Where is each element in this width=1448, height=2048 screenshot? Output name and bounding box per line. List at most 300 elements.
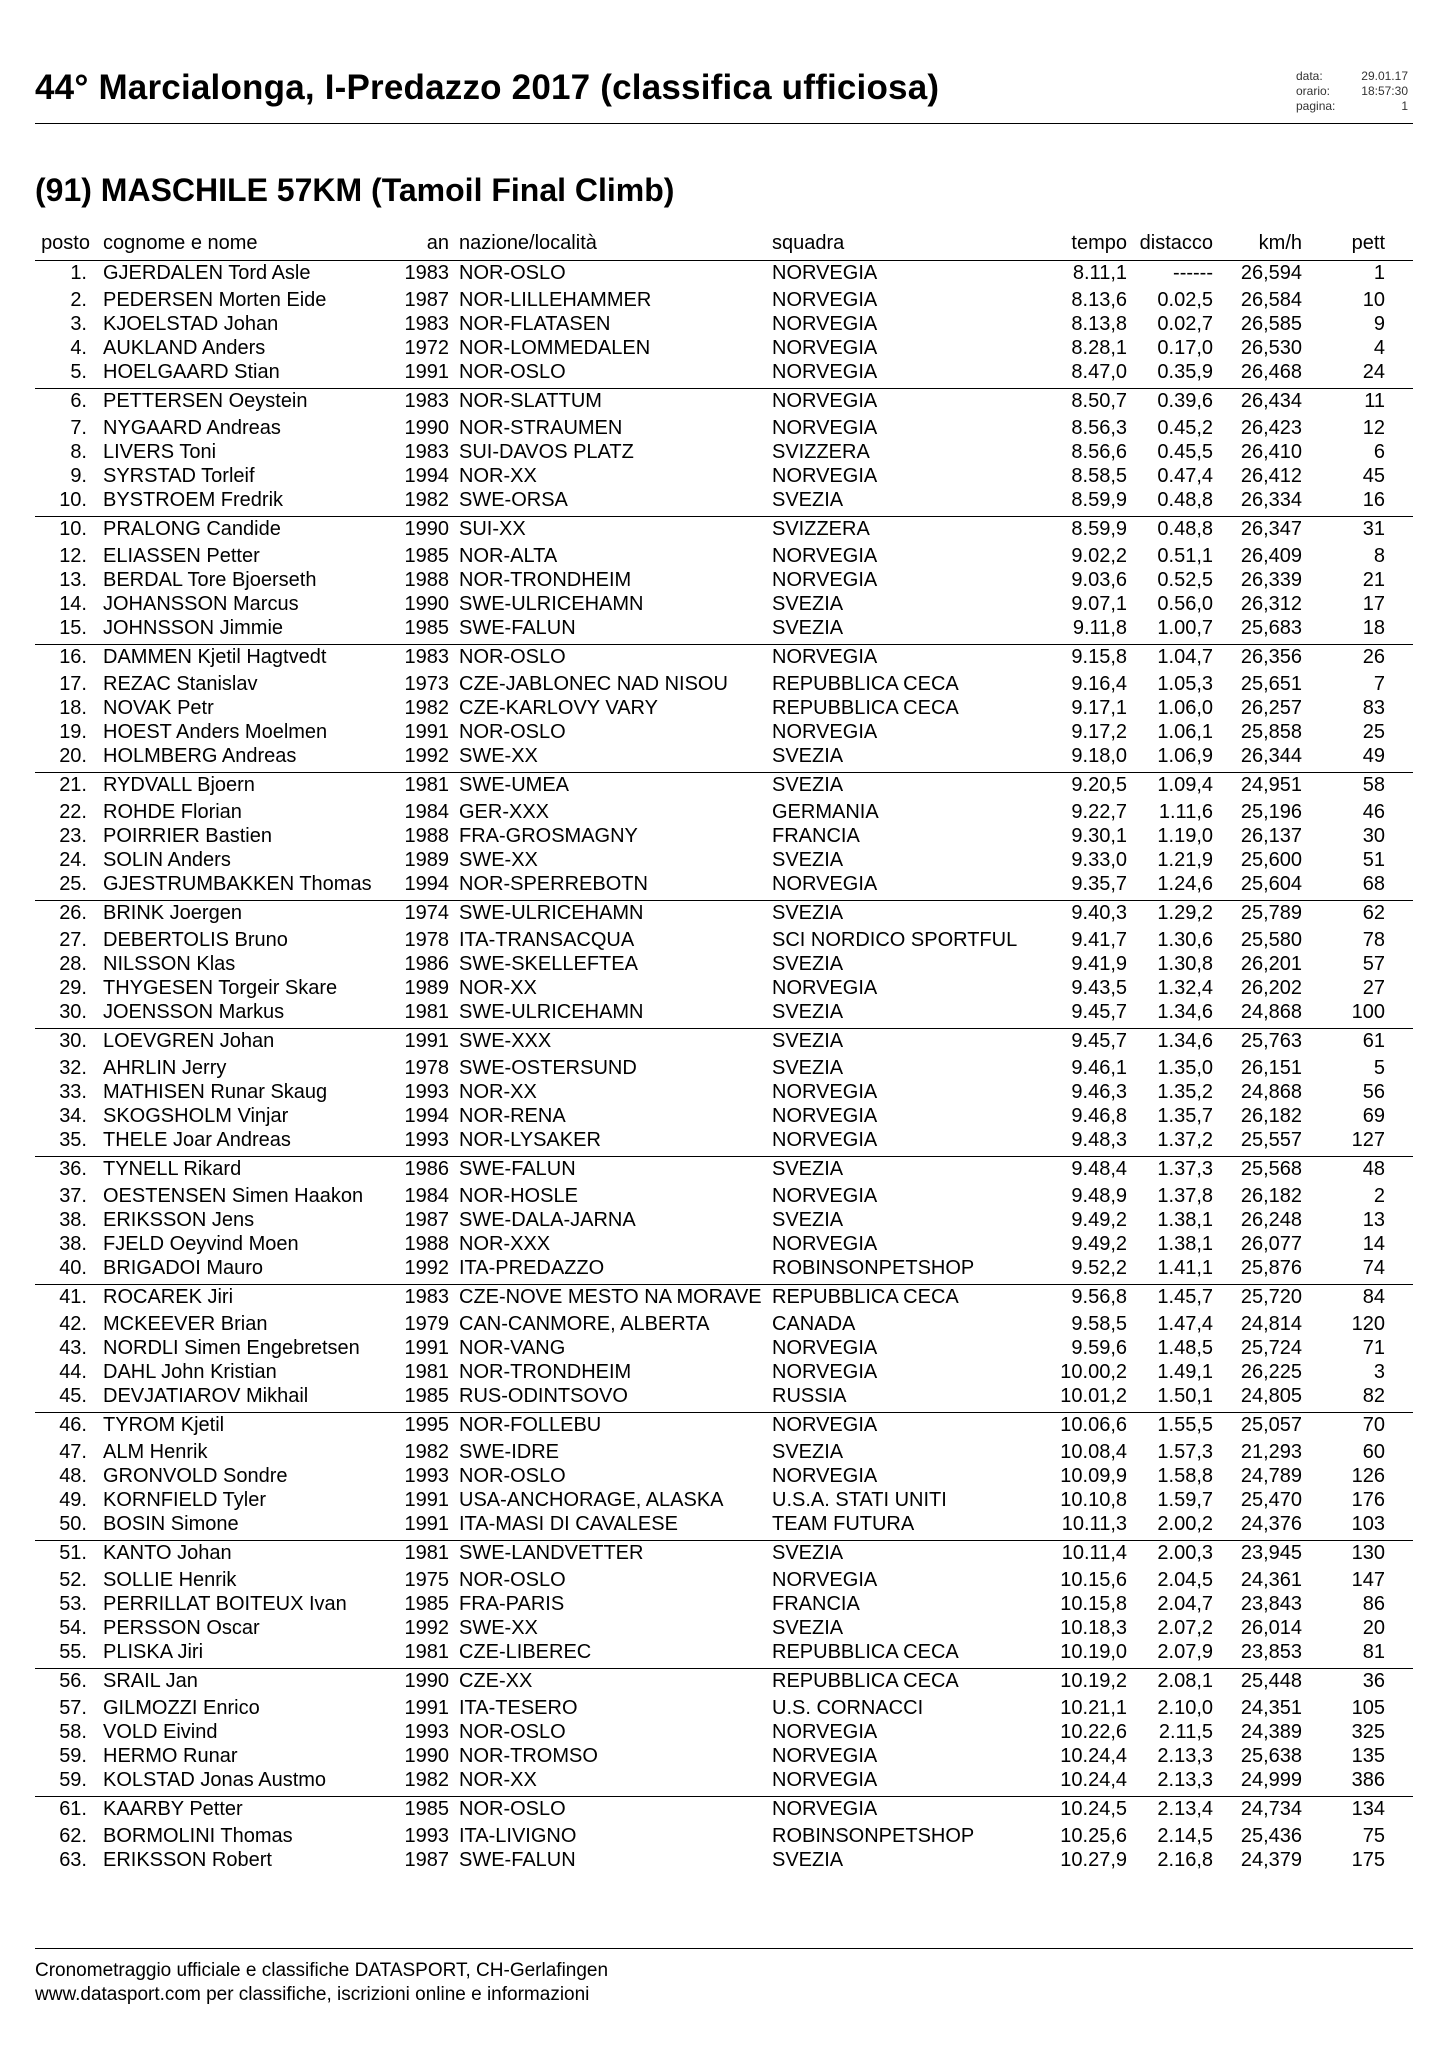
meta-page	[1296, 99, 1408, 114]
table-row	[35, 516, 1413, 544]
cell-anno: 1989	[404, 849, 449, 871]
cell-posto: 24.	[59, 849, 87, 871]
cell-pettorale: 75	[1362, 1825, 1385, 1847]
meta-value: 29.01.17	[1361, 69, 1408, 83]
table-row	[35, 928, 1413, 952]
cell-distacco: 0.35,9	[1157, 361, 1213, 383]
cell-anno: 1991	[404, 1337, 449, 1359]
cell-nazione: SWE-FALUN	[459, 1849, 576, 1871]
cell-anno: 1981	[404, 1001, 449, 1023]
cell-nazione: ITA-TESERO	[459, 1697, 578, 1719]
cell-squadra: NORVEGIA	[772, 1185, 878, 1207]
cell-pettorale: 11	[1364, 390, 1385, 412]
cell-distacco: 2.13,3	[1157, 1745, 1213, 1767]
cell-kmh: 26,202	[1240, 977, 1302, 999]
cell-anno: 1994	[404, 873, 449, 895]
cell-squadra: REPUBBLICA CECA	[772, 1641, 959, 1663]
meta-time	[1296, 84, 1408, 99]
cell-posto: 8.	[70, 441, 87, 463]
cell-tempo: 10.24,4	[1060, 1769, 1127, 1791]
cell-pettorale: 175	[1351, 1849, 1385, 1871]
cell-tempo: 8.13,6	[1071, 289, 1127, 311]
cell-kmh: 26,356	[1240, 646, 1302, 668]
cell-kmh: 24,389	[1240, 1721, 1302, 1743]
cell-pettorale: 17	[1362, 593, 1385, 615]
cell-posto: 34.	[59, 1105, 87, 1127]
cell-kmh: 26,423	[1240, 417, 1302, 439]
cell-posto: 33.	[59, 1081, 87, 1103]
table-row	[35, 976, 1413, 1000]
cell-nazione: NOR-SLATTUM	[459, 390, 602, 412]
cell-posto: 2.	[70, 289, 87, 311]
cell-posto: 35.	[59, 1129, 87, 1151]
cell-kmh: 24,379	[1240, 1849, 1302, 1871]
cell-nome: RYDVALL Bjoern	[103, 774, 255, 796]
cell-anno: 1988	[404, 825, 449, 847]
table-row	[35, 1208, 1413, 1232]
cell-nazione: GER-XXX	[459, 801, 550, 823]
cell-kmh: 26,257	[1240, 697, 1302, 719]
cell-distacco: 2.07,2	[1157, 1617, 1213, 1639]
cell-pettorale: 127	[1351, 1129, 1385, 1151]
cell-tempo: 10.11,3	[1061, 1513, 1127, 1535]
cell-kmh: 23,945	[1240, 1542, 1302, 1564]
table-row	[35, 800, 1413, 824]
cell-anno: 1985	[404, 545, 449, 567]
cell-nazione: NOR-RENA	[459, 1105, 566, 1127]
cell-squadra: SVEZIA	[772, 1158, 844, 1180]
cell-nome: HERMO Runar	[103, 1745, 238, 1767]
cell-distacco: 2.08,1	[1157, 1670, 1213, 1692]
cell-pettorale: 120	[1351, 1313, 1385, 1335]
cell-squadra: SVEZIA	[772, 617, 844, 639]
cell-kmh: 24,789	[1240, 1465, 1302, 1487]
table-row	[35, 260, 1413, 288]
cell-tempo: 9.45,7	[1071, 1030, 1127, 1052]
cell-kmh: 24,999	[1240, 1769, 1302, 1791]
cell-nome: ROHDE Florian	[103, 801, 242, 823]
cell-kmh: 26,412	[1240, 465, 1302, 487]
cell-squadra: TEAM FUTURA	[772, 1513, 915, 1535]
cell-posto: 45.	[59, 1385, 87, 1407]
cell-nazione: SUI-DAVOS PLATZ	[459, 441, 634, 463]
cell-tempo: 9.48,9	[1071, 1185, 1127, 1207]
cell-nazione: NOR-OSLO	[459, 646, 566, 668]
cell-nome: HOELGAARD Stian	[103, 361, 280, 383]
cell-kmh: 26,014	[1240, 1617, 1302, 1639]
cell-pettorale: 84	[1362, 1286, 1385, 1308]
cell-posto: 38.	[59, 1233, 87, 1255]
cell-posto: 13.	[59, 569, 87, 591]
cell-nazione: SWE-XX	[459, 1617, 538, 1639]
cell-distacco: 1.35,0	[1157, 1057, 1213, 1079]
table-row	[35, 1616, 1413, 1640]
cell-distacco: 1.06,1	[1157, 721, 1213, 743]
cell-pettorale: 68	[1362, 873, 1385, 895]
cell-nome: ELIASSEN Petter	[103, 545, 260, 567]
cell-kmh: 26,410	[1240, 441, 1302, 463]
cell-squadra: NORVEGIA	[772, 417, 878, 439]
cell-pettorale: 58	[1362, 774, 1385, 796]
cell-anno: 1972	[404, 337, 449, 359]
meta-label: orario:	[1296, 84, 1331, 98]
table-row	[35, 1056, 1413, 1080]
cell-anno: 1992	[404, 1257, 449, 1279]
cell-anno: 1988	[404, 1233, 449, 1255]
cell-distacco: 0.48,8	[1157, 489, 1213, 511]
cell-squadra: SCI NORDICO SPORTFUL	[772, 929, 1018, 951]
cell-pettorale: 71	[1362, 1337, 1385, 1359]
cell-kmh: 24,951	[1240, 774, 1302, 796]
cell-squadra: NORVEGIA	[772, 289, 878, 311]
cell-tempo: 9.48,4	[1071, 1158, 1127, 1180]
cell-posto: 27.	[59, 929, 87, 951]
cell-posto: 54.	[59, 1617, 87, 1639]
table-row	[35, 1028, 1413, 1056]
cell-nazione: NOR-OSLO	[459, 361, 566, 383]
cell-anno: 1991	[404, 1030, 449, 1052]
cell-nome: PERSSON Oscar	[103, 1617, 260, 1639]
cell-kmh: 25,724	[1240, 1337, 1302, 1359]
cell-distacco: 1.38,1	[1157, 1233, 1213, 1255]
cell-tempo: 9.59,6	[1071, 1337, 1127, 1359]
cell-nazione: NOR-OSLO	[459, 1465, 566, 1487]
cell-nazione: NOR-OSLO	[459, 1798, 566, 1820]
table-row	[35, 1412, 1413, 1440]
cell-posto: 57.	[59, 1697, 87, 1719]
cell-anno: 1994	[404, 1105, 449, 1127]
cell-distacco: 1.04,7	[1157, 646, 1213, 668]
cell-nazione: USA-ANCHORAGE, ALASKA	[459, 1489, 724, 1511]
cell-posto: 59.	[59, 1745, 87, 1767]
cell-nome: MCKEEVER Brian	[103, 1313, 268, 1335]
cell-distacco: 1.49,1	[1157, 1361, 1213, 1383]
meta-label: pagina:	[1296, 99, 1336, 113]
cell-kmh: 25,638	[1240, 1745, 1302, 1767]
cell-posto: 28.	[59, 953, 87, 975]
cell-anno: 1983	[404, 390, 449, 412]
cell-nazione: NOR-TROMSO	[459, 1745, 598, 1767]
cell-distacco: 0.45,2	[1157, 417, 1213, 439]
cell-kmh: 25,196	[1240, 801, 1302, 823]
header-nazione: nazione/località	[459, 232, 597, 254]
cell-pettorale: 74	[1362, 1257, 1385, 1279]
cell-kmh: 26,584	[1240, 289, 1302, 311]
cell-posto: 10.	[59, 489, 87, 511]
cell-distacco: 0.47,4	[1157, 465, 1213, 487]
cell-nome: JOHNSSON Jimmie	[103, 617, 284, 639]
cell-nome: JOENSSON Markus	[103, 1001, 285, 1023]
footer-website: www.datasport.com per classifiche, iscrizioni online e informazioni	[35, 1984, 590, 2005]
cell-posto: 51.	[59, 1542, 87, 1564]
cell-anno: 1983	[404, 1286, 449, 1308]
cell-nome: BERDAL Tore Bjoerseth	[103, 569, 317, 591]
cell-distacco: 1.35,7	[1157, 1105, 1213, 1127]
cell-squadra: SVEZIA	[772, 1209, 844, 1231]
cell-nome: GRONVOLD Sondre	[103, 1465, 288, 1487]
cell-posto: 32.	[59, 1057, 87, 1079]
cell-posto: 7.	[70, 417, 87, 439]
table-row	[35, 900, 1413, 928]
cell-nome: FJELD Oeyvind Moen	[103, 1233, 299, 1255]
cell-anno: 1990	[404, 417, 449, 439]
cell-tempo: 10.00,2	[1060, 1361, 1127, 1383]
table-row	[35, 848, 1413, 872]
cell-nome: THYGESEN Torgeir Skare	[103, 977, 338, 999]
cell-tempo: 9.22,7	[1071, 801, 1127, 823]
cell-anno: 1978	[404, 1057, 449, 1079]
cell-kmh: 25,789	[1240, 902, 1302, 924]
cell-nome: SRAIL Jan	[103, 1670, 198, 1692]
cell-anno: 1991	[404, 361, 449, 383]
cell-squadra: SVEZIA	[772, 1001, 844, 1023]
cell-anno: 1987	[404, 1849, 449, 1871]
cell-squadra: ROBINSONPETSHOP	[772, 1257, 975, 1279]
cell-nazione: SWE-ORSA	[459, 489, 568, 511]
cell-squadra: NORVEGIA	[772, 1769, 878, 1791]
cell-anno: 1982	[404, 1441, 449, 1463]
cell-nazione: CZE-LIBEREC	[459, 1641, 592, 1663]
cell-anno: 1995	[404, 1414, 449, 1436]
cell-pettorale: 14	[1362, 1233, 1385, 1255]
cell-posto: 47.	[59, 1441, 87, 1463]
table-row	[35, 1512, 1413, 1536]
cell-posto: 53.	[59, 1593, 87, 1615]
cell-pettorale: 83	[1362, 697, 1385, 719]
cell-anno: 1990	[404, 593, 449, 615]
cell-squadra: NORVEGIA	[772, 390, 878, 412]
cell-anno: 1994	[404, 465, 449, 487]
cell-nazione: SWE-UMEA	[459, 774, 569, 796]
table-row	[35, 1464, 1413, 1488]
cell-nome: PEDERSEN Morten Eide	[103, 289, 327, 311]
cell-distacco: 1.55,5	[1157, 1414, 1213, 1436]
header-kmh: km/h	[1258, 232, 1302, 254]
cell-pettorale: 130	[1351, 1542, 1385, 1564]
table-row	[35, 1312, 1413, 1336]
cell-squadra: NORVEGIA	[772, 1569, 878, 1591]
cell-posto: 1.	[70, 262, 87, 284]
cell-squadra: SVIZZERA	[772, 518, 870, 540]
cell-kmh: 23,843	[1240, 1593, 1302, 1615]
cell-squadra: SVIZZERA	[772, 441, 870, 463]
cell-anno: 1982	[404, 697, 449, 719]
cell-posto: 10.	[59, 518, 87, 540]
cell-distacco: 2.07,9	[1157, 1641, 1213, 1663]
cell-pettorale: 12	[1362, 417, 1385, 439]
table-row	[35, 312, 1413, 336]
header-squadra: squadra	[772, 232, 845, 254]
footer-credit: Cronometraggio ufficiale e classifiche DATASPORT, CH-Gerlafingen	[35, 1960, 609, 1981]
cell-pettorale: 30	[1362, 825, 1385, 847]
table-body	[35, 260, 1413, 1872]
cell-posto: 48.	[59, 1465, 87, 1487]
table-row	[35, 644, 1413, 672]
cell-kmh: 24,868	[1240, 1081, 1302, 1103]
cell-distacco: 1.21,9	[1157, 849, 1213, 871]
cell-tempo: 10.19,2	[1060, 1670, 1127, 1692]
cell-pettorale: 126	[1351, 1465, 1385, 1487]
cell-posto: 23.	[59, 825, 87, 847]
cell-nazione: SWE-ULRICEHAMN	[459, 1001, 644, 1023]
cell-squadra: NORVEGIA	[772, 721, 878, 743]
table-row	[35, 1284, 1413, 1312]
cell-anno: 1992	[404, 745, 449, 767]
table-row	[35, 1256, 1413, 1280]
cell-kmh: 26,468	[1240, 361, 1302, 383]
cell-distacco: 1.35,2	[1157, 1081, 1213, 1103]
cell-kmh: 26,530	[1240, 337, 1302, 359]
cell-squadra: NORVEGIA	[772, 1465, 878, 1487]
cell-squadra: SVEZIA	[772, 902, 844, 924]
table-row	[35, 388, 1413, 416]
cell-pettorale: 147	[1351, 1569, 1385, 1591]
cell-tempo: 10.25,6	[1060, 1825, 1127, 1847]
cell-anno: 1981	[404, 1542, 449, 1564]
cell-pettorale: 176	[1351, 1489, 1385, 1511]
cell-tempo: 9.35,7	[1071, 873, 1127, 895]
cell-kmh: 25,600	[1240, 849, 1302, 871]
table-row	[35, 488, 1413, 512]
cell-distacco: 1.37,8	[1157, 1185, 1213, 1207]
cell-tempo: 10.24,4	[1060, 1745, 1127, 1767]
table-row	[35, 336, 1413, 360]
cell-nazione: SWE-FALUN	[459, 1158, 576, 1180]
meta-value: 18:57:30	[1361, 84, 1408, 98]
cell-anno: 1981	[404, 1361, 449, 1383]
header-posto: posto	[41, 232, 90, 254]
cell-anno: 1987	[404, 289, 449, 311]
cell-nazione: SWE-ULRICEHAMN	[459, 902, 644, 924]
cell-tempo: 9.48,3	[1071, 1129, 1127, 1151]
cell-tempo: 10.21,1	[1060, 1697, 1127, 1719]
meta-value: 1	[1401, 99, 1408, 113]
cell-anno: 1979	[404, 1313, 449, 1335]
cell-kmh: 26,334	[1240, 489, 1302, 511]
meta-label: data:	[1296, 69, 1323, 83]
cell-anno: 1993	[404, 1081, 449, 1103]
cell-pettorale: 2	[1373, 1185, 1385, 1207]
table-row	[35, 872, 1413, 896]
cell-tempo: 8.59,9	[1071, 518, 1127, 540]
cell-tempo: 9.41,9	[1071, 953, 1127, 975]
cell-nazione: SUI-XX	[459, 518, 526, 540]
cell-posto: 9.	[70, 465, 87, 487]
cell-kmh: 26,409	[1240, 545, 1302, 567]
cell-posto: 49.	[59, 1489, 87, 1511]
cell-distacco: 2.00,2	[1157, 1513, 1213, 1535]
table-row	[35, 720, 1413, 744]
cell-posto: 52.	[59, 1569, 87, 1591]
cell-kmh: 26,151	[1240, 1057, 1302, 1079]
cell-pettorale: 78	[1362, 929, 1385, 951]
cell-tempo: 10.27,9	[1060, 1849, 1127, 1871]
table-row	[35, 1540, 1413, 1568]
cell-nazione: FRA-GROSMAGNY	[459, 825, 638, 847]
cell-distacco: 1.50,1	[1157, 1385, 1213, 1407]
cell-squadra: NORVEGIA	[772, 1233, 878, 1255]
cell-nazione: NOR-TRONDHEIM	[459, 1361, 632, 1383]
cell-distacco: 1.47,4	[1157, 1313, 1213, 1335]
cell-anno: 1985	[404, 617, 449, 639]
table-row	[35, 1848, 1413, 1872]
cell-squadra: CANADA	[772, 1313, 856, 1335]
cell-squadra: SVEZIA	[772, 593, 844, 615]
cell-kmh: 25,436	[1240, 1825, 1302, 1847]
cell-anno: 1975	[404, 1569, 449, 1591]
cell-tempo: 8.50,7	[1071, 390, 1127, 412]
cell-pettorale: 46	[1362, 801, 1385, 823]
cell-squadra: ROBINSONPETSHOP	[772, 1825, 975, 1847]
cell-nazione: FRA-PARIS	[459, 1593, 565, 1615]
cell-nazione: CZE-NOVE MESTO NA MORAVE	[459, 1286, 762, 1308]
cell-nome: BRIGADOI Mauro	[103, 1257, 264, 1279]
cell-tempo: 9.49,2	[1071, 1209, 1127, 1231]
cell-pettorale: 69	[1362, 1105, 1385, 1127]
table-row	[35, 1360, 1413, 1384]
table-row	[35, 824, 1413, 848]
cell-nazione: NOR-FLATASEN	[459, 313, 611, 335]
cell-distacco: 0.17,0	[1157, 337, 1213, 359]
cell-squadra: NORVEGIA	[772, 569, 878, 591]
section-title: (91) MASCHILE 57KM (Tamoil Final Climb)	[35, 172, 675, 208]
cell-squadra: NORVEGIA	[772, 262, 878, 284]
cell-nazione: SWE-FALUN	[459, 617, 576, 639]
cell-squadra: SVEZIA	[772, 953, 844, 975]
print-meta	[1296, 69, 1408, 114]
cell-nazione: ITA-MASI DI CAVALESE	[459, 1513, 678, 1535]
cell-tempo: 10.15,6	[1060, 1569, 1127, 1591]
cell-squadra: NORVEGIA	[772, 1081, 878, 1103]
cell-distacco: 2.00,3	[1157, 1542, 1213, 1564]
cell-pettorale: 27	[1362, 977, 1385, 999]
cell-squadra: REPUBBLICA CECA	[772, 1286, 959, 1308]
cell-tempo: 8.58,5	[1071, 465, 1127, 487]
cell-nazione: NOR-HOSLE	[459, 1185, 578, 1207]
cell-squadra: NORVEGIA	[772, 1721, 878, 1743]
cell-distacco: 0.51,1	[1157, 545, 1213, 567]
cell-anno: 1985	[404, 1798, 449, 1820]
header-pett: pett	[1351, 232, 1385, 254]
cell-tempo: 10.15,8	[1060, 1593, 1127, 1615]
cell-pettorale: 13	[1362, 1209, 1385, 1231]
cell-tempo: 9.46,1	[1071, 1057, 1127, 1079]
header-an: an	[426, 232, 449, 254]
cell-tempo: 9.40,3	[1071, 902, 1127, 924]
cell-tempo: 9.15,8	[1071, 646, 1127, 668]
cell-nazione: NOR-XX	[459, 1769, 537, 1791]
cell-tempo: 9.46,8	[1071, 1105, 1127, 1127]
cell-pettorale: 81	[1362, 1641, 1385, 1663]
cell-kmh: 26,434	[1240, 390, 1302, 412]
cell-posto: 37.	[59, 1185, 87, 1207]
cell-anno: 1974	[404, 902, 449, 924]
cell-tempo: 10.08,4	[1060, 1441, 1127, 1463]
cell-pettorale: 1	[1373, 262, 1385, 284]
cell-distacco: 1.59,7	[1157, 1489, 1213, 1511]
cell-anno: 1993	[404, 1129, 449, 1151]
cell-tempo: 9.02,2	[1071, 545, 1127, 567]
table-row	[35, 616, 1413, 640]
cell-distacco: 1.37,3	[1157, 1158, 1213, 1180]
cell-nazione: CAN-CANMORE, ALBERTA	[459, 1313, 710, 1335]
cell-posto: 26.	[59, 902, 87, 924]
cell-posto: 58.	[59, 1721, 87, 1743]
cell-squadra: SVEZIA	[772, 774, 844, 796]
cell-distacco: 2.04,7	[1157, 1593, 1213, 1615]
cell-distacco: 1.48,5	[1157, 1337, 1213, 1359]
cell-pettorale: 70	[1362, 1414, 1385, 1436]
